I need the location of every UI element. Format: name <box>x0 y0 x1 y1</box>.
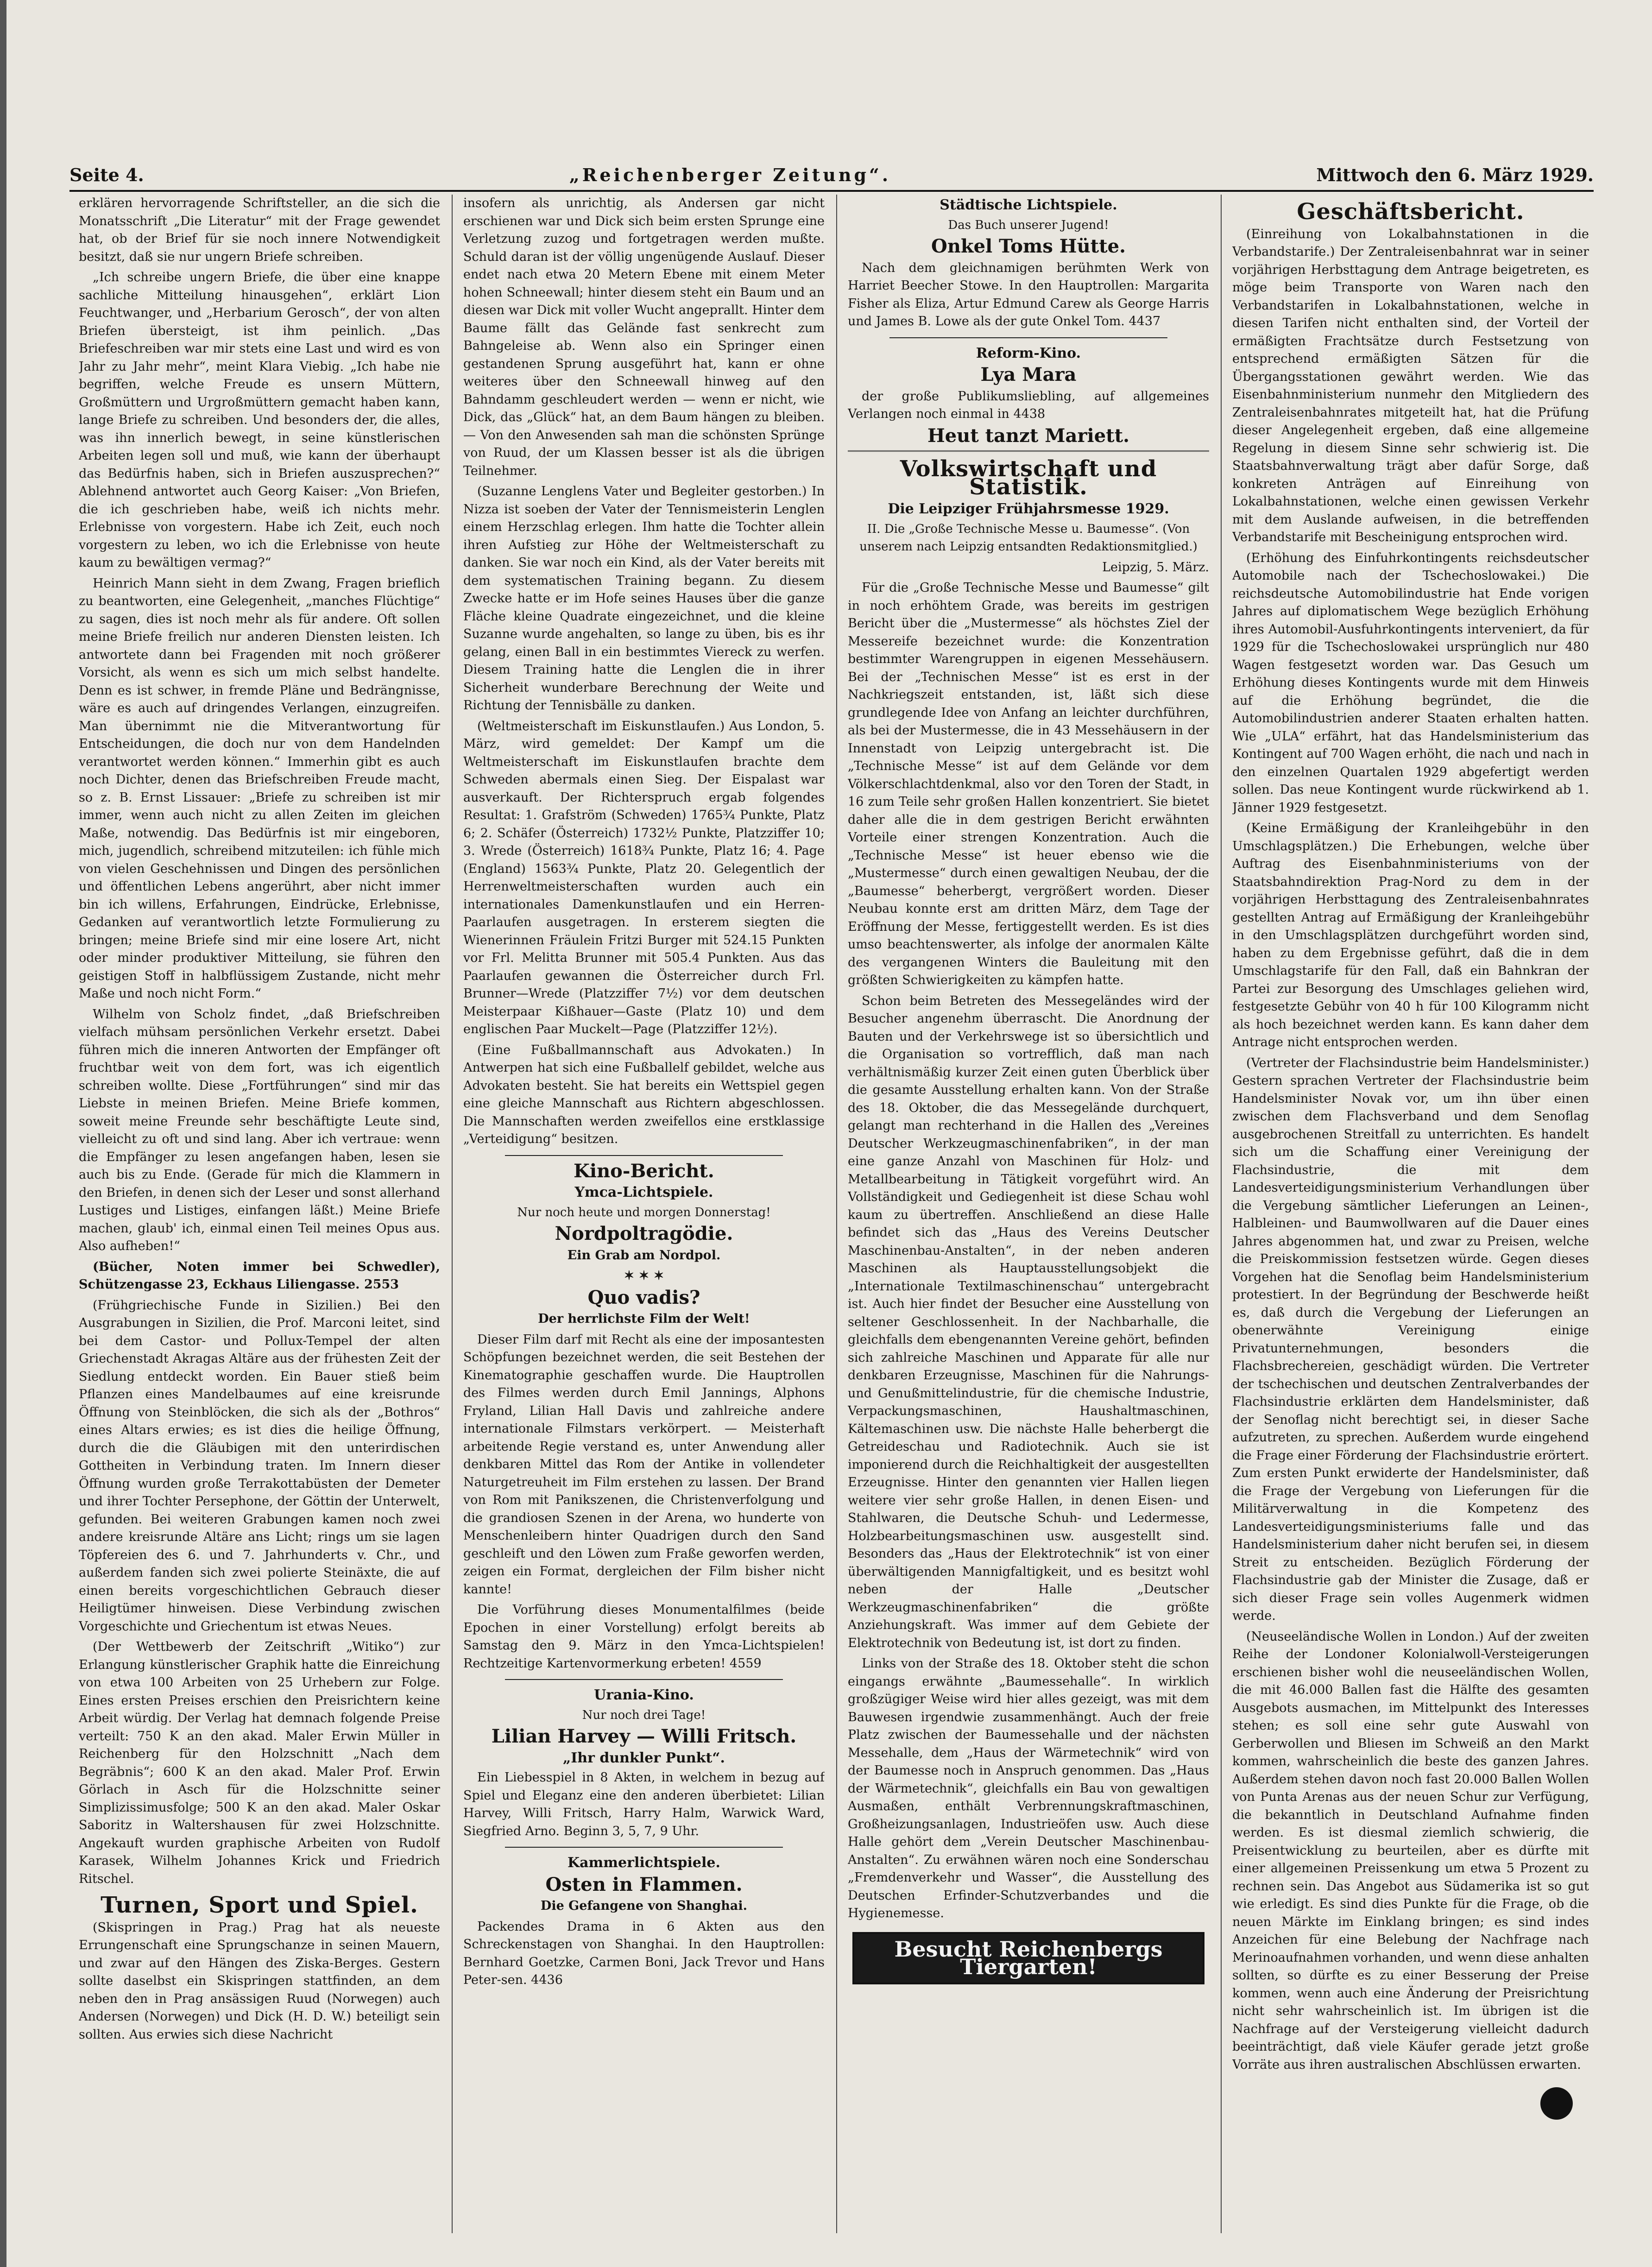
film-subtitle: Die Gefangene von Shanghai. <box>540 1899 748 1913</box>
newspaper-page <box>69 153 1594 2247</box>
cinema-notice: Nur noch heute und morgen Donnerstag! <box>517 1205 771 1219</box>
newspaper-title: „Reichenberger Zeitung“. <box>569 164 891 185</box>
column-2 <box>463 195 825 2233</box>
article-paragraph: (Der Wettbewerb der Zeitschrift „Witiko“) zur Erlangung künstlerischer Graphik hatte die Einreichung von etwa 100 Arbeiten von 25 Urhebern zur Folge. Eines ersten Preises erschien den Preisrichtern keine Arbeit würdig. Der Verlag hat demnach folgende Preise verteilt: 750 K an den akad. Maler Erwin Müller in Reichenberg für den Holzschnitt „Nach dem Begräbnis“; 600 K an den akad. Maler Prof. Erwin Görlach in Asch für die Holzschnitte seiner Simplizissimusfolge; 500 K an den akad. Maler Oskar Saboritz in Waltershausen für zwei Holzschnitte. Angekauft wurden graphische Arbeiten von Rudolf Karasek, Wilhelm Johannes Krick und Friedrich Ritschel. <box>79 1640 440 1886</box>
article-paragraph: Dieser Film darf mit Recht als eine der imposantesten Schöpfungen bezeichnet werden, die seit Bestehen der Kinematographie geschaffen wurde. Die Hauptrollen des Filmes werden durch Emil Jannings, Alphons Fryland, Lilian Hall Davis und zahlreiche andere internationale Filmstars verkörpert. — Meisterhaft arbeitende Regie verstand es, unter Anwendung aller denkbaren Mittel das Rom der Antike in vollendeter Naturgetreuheit im Film erstehen zu lassen. Der Brand von Rom mit Panikszenen, die Christenverfolgung und die grandiosen Szenen in der Arena, wo hunderte von Menschenleibern hinter Quadrigen durch den Sand geschleift und den Löwen zum Fraße geworfen werden, zeigen ein Format, dergleichen der Film bisher nicht kannte! <box>463 1332 825 1597</box>
page-header <box>69 153 1594 192</box>
column-divider <box>1221 195 1222 2233</box>
article-paragraph: (Weltmeisterschaft im Eiskunstlaufen.) Aus London, 5. März, wird gemeldet: Der Kampf um die Weltmeisterschaft im Eiskunstlaufen brachte dem Schweden abermals einen Sieg. Der Eispalast war ausverkauft. Der Richterspruch ergab folgendes Resultat: 1. Grafström (Schweden) 1765¾ Punkte, Platz 6; 2. Schäfer (Österreich) 1732½ Punkte, Platzziffer 10; 3. Wrede (Österreich) 1618¾ Punkte, Platz 16; 4. Page (England) 1563¾ Punkte, Platz 20. Gelegentlich der Herrenweltmeisterschaften wurden auch ein internationales Damenkunstlaufen und ein Herren-Paarlaufen ausgetragen. In ersterem siegten die Wienerinnen Fräulein Fritzi Burger mit 524.15 Punkten vor Frl. Melitta Brunner mit 505.4 Punkten. Aus das Paarlaufen gewannen die Österreicher durch Frl. Brunner—Wrede (Platzziffer 7½) vor dem deutschen Meisterpaar Kißhauer—Gaste (Platz 10) und dem englischen Paar Muckelt—Page (Platzziffer 12½). <box>463 719 825 1036</box>
article-paragraph: der große Publikumsliebling, auf allgemeines Verlangen noch einmal in 4438 <box>848 389 1209 421</box>
film-title: Onkel Toms Hütte. <box>931 235 1126 257</box>
article-paragraph: (Vertreter der Flachsindustrie beim Handelsminister.) Gestern sprachen Vertreter der Flachsindustrie beim Handelsminister Novak vor, um ihn über einen zwischen dem Flachsverband und dem Senoflag ausgebrochenen Streitfall zu unterrichten. Es handelt sich um die Schaffung einer Vereinigung der Flachsindustrie, die mit dem Landesverteidigungsministerium Verhandlungen über die Vergebung sämtlicher Lieferungen an Leinen-, Halbleinen- und Baumwollwaren auf die Dauer eines Jahres abgenommen hat, und zwar zu Preisen, welche die Preiskommission festsetzen würde. Gegen dieses Vorgehen hat die Senoflag beim Handelsministerium protestiert. In der Begründung der Beschwerde heißt es, daß durch die Vergebung der Lieferungen an obenerwähnte Vereinigung einige Privatunternehmungen, besonders die Flachsbrechereien, geschädigt würden. Die Vertreter der tschechischen und deutschen Zentralverbandes der Flachsindustrie erklärten dem Handelsminister, daß der Senoflag nicht berechtigt sei, in dieser Sache aufzutreten, zu sprechen. Außerdem wurde eingehend die Frage einer Förderung der Flachsindustrie erörtert. Zum ersten Punkt erwiderte der Handelsminister, daß die Frage der Vergebung von Lieferungen für die Militärverwaltung in die Kompetenz des Landesverteidigungsministeriums falle und das Handelsministerium daher nicht berufen sei, in diesem Streit zu entscheiden. Bezüglich Förderung der Flachsindustrie gab der Minister die Zusage, daß er sich dieser Frage sein volles Augenmerk widmen werde. <box>1232 1055 1589 1623</box>
article-paragraph: Nach dem gleichnamigen berühmten Werk von Harriet Beecher Stowe. In den Hauptrollen: Margarita Fisher als Eliza, Artur Edmund Carew als George Harris und James B. Lowe als der gute Onkel Tom. 4437 <box>848 260 1209 328</box>
film-star: Lya Mara <box>980 364 1077 385</box>
article-paragraph: Wilhelm von Scholz findet, „daß Briefschreiben vielfach mühsam persönlichen Verkehr ersetzt. Dabei führen mich die inneren Antworten der Empfänger oft fruchtbar weit von dem fort, was ich eigentlich schreiben wollte. Diese „Fortführungen“ sind mir das Liebste in meinen Briefen. Meine Briefe kommen, soweit meine Freunde sehr beschäftigte Leute sind, vielleicht zu oft und sind lang. Aber ich vertraue: wenn die Empfänger zu lesen angefangen haben, lesen sie auch bis zu Ende. (Gerade für mich die Klammern in den Briefen, in denen sich der Leser und sonst allerhand Lustiges und Listiges, einfangen läßt.) Meine Briefe machen, glaub' ich, einmal einen Teil meines Opus aus. Also aufheben!“ <box>79 1007 440 1253</box>
divider <box>505 1847 783 1848</box>
column-divider <box>836 195 837 2233</box>
ink-blot <box>1540 2087 1573 2120</box>
article-paragraph: Links von der Straße des 18. Oktober steht die schon eingangs erwähnte „Baumessehalle“. In wirklich großzügiger Weise wird hier alles gezeigt, was mit dem Bauwesen irgendwie zusammenhängt. Auch der freie Platz zwischen der Baumessehalle und der nächsten Messehalle, dem „Haus der Wärmetechnik“ wird von der Baumesse noch in Anspruch genommen. Das „Haus der Wärmetechnik“, gleichfalls ein Bau von gewaltigen Ausmaßen, enthält Verbrennungskraftmaschinen, Großheizungsanlagen, Industrieöfen usw. Auch diese Halle gehört dem „Verein Deutscher Maschinenbau-Anstalten“. Zu erwähnen wären noch eine Sonderschau „Fremdenverkehr und Wasser“, die Ausstellung des Deutschen Erfinder-Schutzverbandes und die Hygienemesse. <box>848 1656 1209 1920</box>
column-divider <box>452 195 453 2233</box>
article-paragraph: insofern als unrichtig, als Andersen gar nicht erschienen war und Dick sich beim ersten Sprunge eine Verletzung zuzog und fortgetragen werden mußte. Schuld daran ist der völlig ungenügende Auslauf. Dieser endet nach etwa 20 Metern Ebene mit einem Meter hohen Schneewall; hinter diesem steht ein Baum und an diesen war Dick mit voller Wucht angeprallt. Hinter dem Baume fällt das Gelände fast senkrecht zum Bahngeleise ab. Wenn also ein Springer einen gestandenen Sprung ausgeführt hat, kann er ohne weiteres über den Schneewall hinweg auf den Bahndamm geschleudert werden — wenn er nicht, wie Dick, das „Glück“ hat, an dem Baum hängen zu bleiben. — Von den Anwesenden sah man die schönsten Sprünge von Ruud, der um Klassen besser ist als die übrigen Teilnehmer. <box>463 196 825 478</box>
article-paragraph: Die Vorführung dieses Monumentalfilmes (beide Epochen in einer Vorstellung) erfolgt bereits ab Samstag den 9. März in den Ymca-Lichtspielen! Rechtzeitige Kartenvormerkung erbeten! 4559 <box>463 1603 825 1671</box>
issue-date: Mittwoch den 6. März 1929. <box>1316 164 1594 185</box>
divider <box>848 450 1209 452</box>
article-paragraph: (Eine Fußballmannschaft aus Advokaten.) In Antwerpen hat sich eine Fußballelf gebildet, welche aus Advokaten besteht. Sie hat bereits ein Wettspiel gegen eine gleiche Mannschaft aus Richtern abgeschlossen. Die Mannschaften werden zweifellos eine erstklassige „Verteidigung“ besitzen. <box>463 1042 825 1146</box>
separator-stars: ✶ ✶ ✶ <box>624 1269 664 1283</box>
divider <box>889 337 1167 338</box>
film-title: Heut tanzt Mariett. <box>927 424 1130 447</box>
section-heading-business: Geschäftsbericht. <box>1297 199 1525 225</box>
cinema-name: Reform-Kino. <box>976 345 1081 361</box>
tiergarten-advertisement: Besucht Reichenbergs Tiergarten! <box>852 1932 1204 1984</box>
cinema-name: Kammerlichtspiele. <box>567 1855 720 1871</box>
article-paragraph: Für die „Große Technische Messe und Baumesse“ gilt in noch erhöhtem Grade, was bereits im gestrigen Bericht über die „Mustermesse“ als höchstes Ziel der Messereife bezeichnet wurde: die Konzentration bestimmter Warengruppen in eigenen Messehäusern. Bei der „Technischen Messe“ ist es erst in der Nachkriegszeit entstanden, ist, läßt sich diese grundlegende Idee von Anfang an leichter durchführen, als bei der Mustermesse, die in 43 Messehäusern in der Innenstadt von Leipzig untergebracht ist. Die „Technische Messe“ ist auf dem Gelände vor dem Völkerschlachtdenkmal, also vor den Toren der Stadt, in 16 zum Teile sehr großen Hallen konzentriert. Sie bietet daher alle die in dem gestrigen Bericht erwähnten Vorteile einer strengen Konzentration. Auch die „Technische Messe“ ist heuer ebenso wie die „Mustermesse“ durch einen gewaltigen Neubau, der die „Baumesse“ beherbergt, vergrößert worden. Dieser Neubau konnte erst am dritten März, dem Tage der Eröffnung der Messe, fertiggestellt werden. Es ist dies umso beachtenswerter, als infolge der anormalen Kälte des vergangenen Winters die Bauleitung mit den größten Schwierigkeiten zu kämpfen hatte. <box>848 581 1209 987</box>
article-subtitle: II. Die „Große Technische Messe u. Baumesse“. (Von unserem nach Leipzig entsandten Redaktionsmitglied.) <box>859 522 1198 554</box>
article-paragraph: erklären hervorragende Schriftsteller, an die sich die Monatsschrift „Die Literatur“ mit der Frage gewendet hat, ob der Brief für sie noch innere Notwendigkeit besitzt, daß sie nur ungern Briefe schreiben. <box>79 196 440 264</box>
cinema-name: Städtische Lichtspiele. <box>939 197 1117 213</box>
section-heading-sport: Turnen, Sport und Spiel. <box>101 1892 418 1918</box>
article-paragraph: Heinrich Mann sieht in dem Zwang, Fragen brieflich zu beantworten, eine Gelegenheit, „manches Flüchtige“ zu sagen, dies ist noch mehr als für andere. Oft sollen meine Briefe freilich nur anderen Diensten leisten. Ich antwortete dann bei Fragenden mit noch größerer Vorsicht, als wenn es sich um mich selbst handelte. Denn es ist schwer, in fremde Pläne und Bedrängnisse, wäre es auch auf dringendes Verlangen, einzugreifen. Man übernimmt nie die Mitverantwortung für Entscheidungen, die doch nur von dem Handelnden verantwortet werden können.“ Immerhin gibt es auch noch Dichter, denen das Briefschreiben Freude macht, so z. B. Ernst Lissauer: „Briefe zu schreiben ist mir immer, wenn auch nicht zu allen Zeiten im gleichen Maße, notwendig. Das Bedürfnis ist mir eingeboren, mich, jugendlich, schreibend mitzuteilen: ich fühle mich von vielen Geschehnissen und Dingen des persönlichen und öffentlichen Lebens angerührt, aber nicht immer bin ich willens, Erfahrungen, Eindrücke, Erlebnisse, Gedanken auf verantwortlich letzte Formulierung zu bringen; meine Briefe sind mir eine losere Art, nicht oder minder produktiver Mitteilung, sie führen den geistigen Stoff in halbflüssigem Zustande, nicht mehr Maße und noch nicht Form.“ <box>79 576 440 1001</box>
article-paragraph: (Frühgriechische Funde in Sizilien.) Bei den Ausgrabungen in Sizilien, die Prof. Marconi leitet, sind bei dem Castor- und Pollux-Tempel der alten Griechenstadt Akragas Altäre aus der frühesten Zeit der Siedlung entdeckt worden. Ein Bauer stieß beim Pflanzen eines Mandelbaumes auf eine kreisrunde Öffnung von Steinblöcken, die sich als der „Bothros“ eines Altars erwies; es ist dies die heilige Öffnung, durch die die Gläubigen mit den unterirdischen Gottheiten in Verbindung traten. Im Innern dieser Öffnung wurden große Terrakottabüsten der Demeter und ihrer Tochter Persephone, der Göttin der Unterwelt, gefunden. Bei weiteren Grabungen kamen noch zwei andere kreisrunde Altäre ans Licht; rings um sie lagen Töpfereien des 6. und 7. Jahrhunderts v. Chr., und außerdem fanden sich zwei polierte Steinäxte, die auf einen bereits vorgeschichtlichen Gebrauch dieser Heiligtümer hinweisen. Diese Verbindung zwischen Vorgeschichte und Griechentum ist etwas Neues. <box>79 1298 440 1634</box>
divider <box>505 1155 783 1156</box>
article-paragraph: Packendes Drama in 6 Akten aus den Schreckenstagen von Shanghai. In den Hauptrollen: Bernhard Goetzke, Carmen Boni, Jack Trevor und Hans Peter-sen. 4436 <box>463 1919 825 1987</box>
film-title: Quo vadis? <box>587 1286 700 1308</box>
article-paragraph: (Neuseeländische Wollen in London.) Auf der zweiten Reihe der Londoner Kolonialwoll-Versteigerungen erschienen bisher wohl die neuseeländischen Wollen, die mit 46.000 Ballen fast die Hälfte des gesamten Ausgebots ausmachen, im Mittelpunkt des Interesses stehen; es soll eine sehr gute Auswahl von Gerberwollen und Bliesen im Schweiß an den Markt kommen, wahrscheinlich die beste des ganzen Jahres. Außerdem stehen davon noch fast 20.000 Ballen Wollen von Punta Arenas aus der neuen Schur zur Verfügung, die bekanntlich in Deutschland Aufnahme finden werden. Es ist diesmal ziemlich schwierig, die Preisentwicklung zu beurteilen, aber es dürfte mit einer allgemeinen Preissenkung um etwa 5 Prozent zu rechnen sein. Das Angebot aus Südamerika ist so gut wie erledigt. Es sind dies Punkte für die Frage, ob die neuen Märkte im Einklang bringen; es sind indes Anzeichen für eine Belebung der Nachfrage nach Merinoaufnahmen vorhanden, und wenn diese anhalten sollten, so dürfte es zu einer Besserung der Preise kommen, wenn auch eine Änderung der Preisrichtung nicht sehr wahrscheinlich ist. Im übrigen ist die Nachfrage auf der Versteigerung vielleicht dadurch beeinträchtigt, daß viele Käufer gerade jetzt große Vorräte aus ihren australischen Abschlüssen erwarten. <box>1232 1629 1589 2072</box>
article-paragraph: (Erhöhung des Einfuhrkontingents reichsdeutscher Automobile nach der Tschechoslowakei.) Die reichsdeutsche Automobilindustrie hat Ende vorigen Jahres auf diplomatischem Wege bezüglich Erhöhung ihres Automobil-Ausfuhrkontingents interveniert, da für 1929 für die Tschechoslowakei ursprünglich nur 480 Wagen festgesetzt worden war. Das Gesuch um Erhöhung dieses Kontingents wurde mit dem Hinweis auf die Erhöhung begründet, die die Automobilindustrien anderer Staaten erhalten hatten. Wie „ULA“ erfährt, hat das Handelsministerium das Kontingent auf 700 Wagen erhöht, die nach und nach in den einzelnen Quartalen 1929 abgefertigt werden sollen. Das neue Kontingent wurde rückwirkend ab 1. Jänner 1929 festgesetzt. <box>1232 550 1589 815</box>
film-stars: Lilian Harvey — Willi Fritsch. <box>491 1725 797 1747</box>
article-paragraph: (Keine Ermäßigung der Kranleihgebühr in den Umschlagsplätzen.) Die Erhebungen, welche über Auftrag des Eisenbahnministeriums von der Staatsbahndirektion Prag-Nord zu dem in der vorjährigen Herbsttagung des Zentraleisenbahnrates gestellten Antrag auf Ermäßigung der Kranleihgebühr in den Umschlagsplätzen durchgeführt worden sind, haben zu dem Ergebnisse geführt, daß die in dem Umschlagstarife für den Fall, daß ein Bahnkran der Partei zur Besorgung des Umschlages geliehen wird, festgesetzte Gebühr von 40 h für 100 Kilogramm nicht als hoch bezeichnet werden kann. Es kann daher dem Antrage nicht entsprochen werden. <box>1232 821 1589 1049</box>
film-title: Nordpoltragödie. <box>555 1223 733 1244</box>
cinema-notice: Das Buch unserer Jugend! <box>948 218 1109 232</box>
article-paragraph: Ein Liebesspiel in 8 Akten, in welchem in bezug auf Spiel und Eleganz eine den anderen überbietet: Lilian Harvey, Willi Fritsch, Harry Halm, Warwick Ward, Siegfried Arno. Beginn 3, 5, 7, 9 Uhr. <box>463 1770 825 1838</box>
article-paragraph: „Ich schreibe ungern Briefe, die über eine knappe sachliche Mitteilung hinausgehen“, erklärt Lion Feuchtwanger, und „Herbarium Gerosch“, der von alten Briefen übersteigt, ist ihm peinlich. „Das Briefeschreiben war mir stets eine Last und wird es von Jahr zu Jahr mehr“, meint Klara Viebig. „Ich habe nie begriffen, welche Freude es unsern Müttern, Großmüttern und Urgroßmüttern gemacht haben kann, lange Briefe zu schreiben. Und besonders der, die alles, was ihn innerlich bewegt, in seine künstlerischen Arbeiten legen soll und muß, wie kann der überhaupt das Bedürfnis haben, sich in Briefen auszusprechen?“ Ablehnend antwortet auch Georg Kaiser: „Von Briefen, die ich geschrieben habe, weiß ich nichts mehr. Erlebnisse von vorgestern. Habe ich Zeit, euch noch vorgestern zu leben, wo ich die Erlebnisse von heute kaum zu bewältigen vermag?“ <box>79 270 440 570</box>
cinema-name: Ymca-Lichtspiele. <box>574 1184 713 1200</box>
article-paragraph: (Skispringen in Prag.) Prag hat als neueste Errungenschaft eine Sprungschanze in seinen Mauern, und zwar auf den Hängen des Ziska-Berges. Gestern sollte daselbst ein Skispringen stattfinden, an dem neben den in Prag ansässigen Ruud (Norwegen) auch Andersen (Norwegen) und Dick (H. D. W.) beteiligt sein sollten. Aus erwies sich diese Nachricht <box>79 1920 440 2042</box>
divider <box>505 1679 783 1680</box>
film-title: „Ihr dunkler Punkt“. <box>563 1749 725 1766</box>
kino-heading: Kino-Bericht. <box>574 1160 714 1182</box>
cinema-notice: Nur noch drei Tage! <box>582 1708 706 1722</box>
cinema-name: Urania-Kino. <box>594 1687 694 1703</box>
advertisement-line: (Bücher, Noten immer bei Schwedler), Schützengasse 23, Eckhaus Liliengasse. 2553 <box>79 1259 440 1292</box>
article-paragraph: (Einreihung von Lokalbahnstationen in die Verbandstarife.) Der Zentraleisenbahnrat war in seiner vorjährigen Herbsttagung dem Antrage beigetreten, es möge beim Transporte von Waren nach den Verbandstarifen in Lokalbahnstationen, welche in diesen Tarifen nicht enthalten sind, der Vorteil der ermäßigten Frachtsätze durch Festsetzung von entsprechend ermäßigten Sätzen für die Übergangsstationen gewährt werden. Wie das Eisenbahnministerium nunmehr den Mitgliedern des Zentraleisenbahnrates mitgeteilt hat, hat die Prüfung dieser Angelegenheit ergeben, daß eine allgemeine Regelung in diesem Sinne sehr schwierig ist. Die Staatsbahnverwaltung trägt aber dafür Sorge, daß konkreten Anträgen auf Einreihung von Lokalbahnstationen, welche einen gewissen Verkehr mit dem Auslande aufweisen, in die betreffenden Verbandstarife mit Bescheinigung entsprochen wird. <box>1232 227 1589 544</box>
section-heading-economy: Volkswirtschaft und Statistik. <box>900 456 1157 500</box>
film-subtitle: Ein Grab am Nordpol. <box>567 1248 721 1263</box>
column-1 <box>79 195 440 2233</box>
article-paragraph: Schon beim Betreten des Messegeländes wird der Besucher angenehm überrascht. Die Anordnung der Bauten und der Verkehrswege ist so übersichtlich und die Organisation so vortrefflich, daß man nach verhältnismäßig kurzer Zeit einen guten Überblick über die gesamte Ausstellung erhalten kann. Von der Straße des 18. Oktober, die das Messegelände durchquert, gelangt man rechterhand in die Hallen des „Vereines Deutscher Werkzeugmaschinenfabriken“, in der man eine ganze Anzahl von Maschinen für Holz- und Metallbearbeitung in Tätigkeit vorgeführt wird. An Vollständigkeit und Gediegenheit ist diese Schau wohl kaum zu übertreffen. Anschließend an diese Halle befindet sich das „Haus des Vereins Deutscher Maschinenbau-Anstalten“, in der neben anderen Maschinen als Hauptausstellungsobjekt die „Internationale Textilmaschinenschau“ untergebracht ist. Auch hier findet der Besucher eine Ausstellung von seltener Geschlossenheit. In der Nachbarhalle, die gleichfalls dem ebengenannten Vereine gehört, befinden sich zahlreiche Maschinen und Apparate für alle nur denkbaren Erzeugnisse, Maschinen für die Nahrungs- und Genußmittelindustrie, für die chemische Industrie, Verpackungsmaschinen, Haushaltmaschinen, Kältemaschinen usw. Die nächste Halle beherbergt die Getreideschau und Radiotechnik. Auch sie ist imponierend durch die Reichhaltigkeit der ausgestellten Erzeugnisse. Hinter den genannten vier Hallen liegen weitere vier sehr große Hallen, in denen Eisen- und Stahlwaren, die Deutsche Schuh- und Ledermesse, Holzbearbeitungsmaschinen usw. ausgestellt sind. Besonders das „Haus der Elektrotechnik“ ist von einer überwältigenden Mannigfaltigkeit, und es besitzt wohl neben der Halle „Deutscher Werkzeugmaschinenfabriken“ die größte Anziehungskraft. Was immer auf dem Gebiete der Elektrotechnik von Bedeutung ist, ist dort zu finden. <box>848 993 1209 1650</box>
article-title: Die Leipziger Frühjahrsmesse 1929. <box>888 501 1169 517</box>
film-subtitle: Der herrlichste Film der Welt! <box>538 1312 750 1326</box>
page-number: Seite 4. <box>69 164 144 185</box>
dateline: Leipzig, 5. März. <box>1102 560 1209 575</box>
film-title: Osten in Flammen. <box>545 1873 743 1895</box>
article-paragraph: (Suzanne Lenglens Vater und Begleiter gestorben.) In Nizza ist soeben der Vater der Tennismeisterin Lenglen einem Herzschlag erlegen. Ihm hatte die Tochter allein ihren Aufstieg zur Höhe der Weltmeisterschaft zu danken. Sie war noch ein Kind, als der Vater bereits mit dem systematischen Training begann. Zu diesem Zwecke hatte er im Hofe seines Hauses über die ganze Fläche kleine Quadrate eingezeichnet, und die kleine Suzanne wurde angehalten, so lange zu üben, bis es ihr gelang, einen Ball in ein bestimmtes Viereck zu werfen. Diesem Training hatte die Lenglen die in ihrer Sicherheit wunderbare Berechnung der Weite und Richtung der Tennisbälle zu danken. <box>463 484 825 713</box>
column-4 <box>1232 195 1589 2233</box>
page-edge-shadow <box>0 0 6 2267</box>
column-3 <box>848 195 1209 2233</box>
